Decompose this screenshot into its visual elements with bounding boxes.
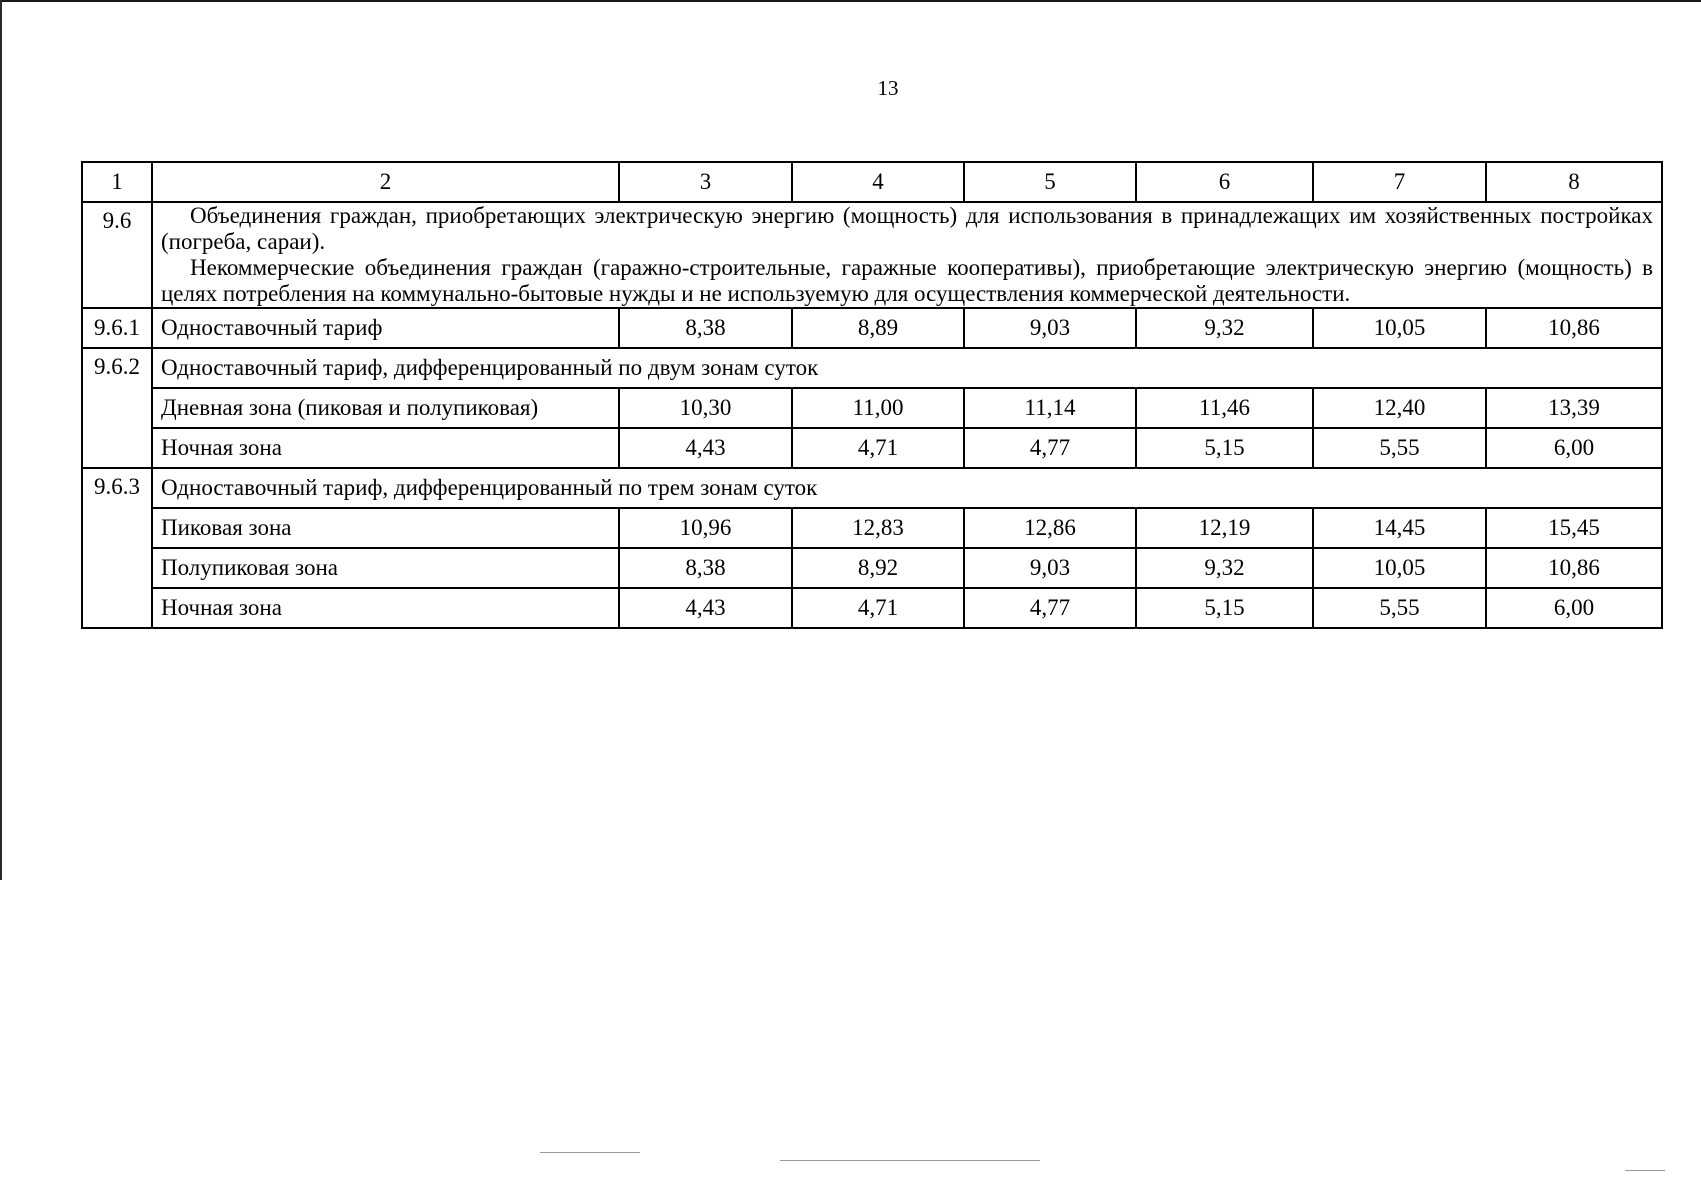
description-paragraph: Некоммерческие объединения граждан (гаражно-строительные, гаражные кооперативы), приобретающие электрическую энергию (мощность) в целях потребления на коммунально-бытовые нужды и не используемую для осуществления коммерческой деятельности. [161,255,1653,306]
column-number-header: 1 [82,162,152,202]
value-cell: 14,45 [1313,508,1486,548]
scan-artifact [780,1160,1040,1161]
value-cell: 9,03 [964,308,1136,348]
scan-artifact [1625,1170,1665,1171]
value-cell: 10,30 [619,388,792,428]
tariff-table [81,161,1663,629]
value-cell: 9,03 [964,548,1136,588]
value-cell: 6,00 [1486,588,1662,628]
row-label: Ночная зона [152,428,619,468]
row-code: 9.6.1 [82,308,152,348]
column-number-header: 3 [619,162,792,202]
column-number-header: 2 [152,162,619,202]
group-title: Одноставочный тариф, дифференцированный по двум зонам суток [152,348,1662,388]
value-cell: 4,77 [964,588,1136,628]
column-number-header: 6 [1136,162,1313,202]
value-cell: 10,86 [1486,548,1662,588]
row-label: Одноставочный тариф [152,308,619,348]
value-cell: 12,83 [792,508,964,548]
value-cell: 8,89 [792,308,964,348]
section-code: 9.6 [82,202,152,308]
value-cell: 8,38 [619,548,792,588]
value-cell: 4,43 [619,428,792,468]
value-cell: 13,39 [1486,388,1662,428]
row-label: Пиковая зона [152,508,619,548]
page-number: 13 [877,76,899,100]
value-cell: 9,32 [1136,308,1313,348]
value-cell: 15,45 [1486,508,1662,548]
table-row [82,508,1662,548]
value-cell: 10,05 [1313,308,1486,348]
table-header-row [82,162,1662,202]
scan-edge-left [0,0,2,880]
row-label: Полупиковая зона [152,548,619,588]
value-cell: 12,40 [1313,388,1486,428]
row-label: Ночная зона [152,588,619,628]
row-label: Дневная зона (пиковая и полупиковая) [152,388,619,428]
value-cell: 5,55 [1313,588,1486,628]
column-number-header: 4 [792,162,964,202]
group-title-row [82,348,1662,388]
value-cell: 4,77 [964,428,1136,468]
value-cell: 11,00 [792,388,964,428]
value-cell: 8,38 [619,308,792,348]
value-cell: 8,92 [792,548,964,588]
value-cell: 11,46 [1136,388,1313,428]
value-cell: 9,32 [1136,548,1313,588]
scan-artifact [540,1152,640,1153]
value-cell: 12,19 [1136,508,1313,548]
row-code: 9.6.2 [82,348,152,468]
value-cell: 4,71 [792,428,964,468]
group-title: Одноставочный тариф, дифференцированный по трем зонам суток [152,468,1662,508]
table-row [82,388,1662,428]
section-description [152,202,1662,308]
value-cell: 11,14 [964,388,1136,428]
column-number-header: 7 [1313,162,1486,202]
table-row [82,428,1662,468]
group-title-row [82,468,1662,508]
value-cell: 10,86 [1486,308,1662,348]
column-number-header: 8 [1486,162,1662,202]
table-row [82,548,1662,588]
value-cell: 5,15 [1136,588,1313,628]
table-row [82,588,1662,628]
value-cell: 4,43 [619,588,792,628]
value-cell: 5,15 [1136,428,1313,468]
value-cell: 10,05 [1313,548,1486,588]
scan-edge-top [0,0,1701,2]
value-cell: 10,96 [619,508,792,548]
column-number-header: 5 [964,162,1136,202]
description-paragraph: Объединения граждан, приобретающих электрическую энергию (мощность) для использования в принадлежащих им хозяйственных постройках (погреба, сараи). [161,203,1653,254]
table-row [82,308,1662,348]
section-description-row [82,202,1662,308]
row-code: 9.6.3 [82,468,152,628]
value-cell: 6,00 [1486,428,1662,468]
value-cell: 4,71 [792,588,964,628]
value-cell: 5,55 [1313,428,1486,468]
value-cell: 12,86 [964,508,1136,548]
